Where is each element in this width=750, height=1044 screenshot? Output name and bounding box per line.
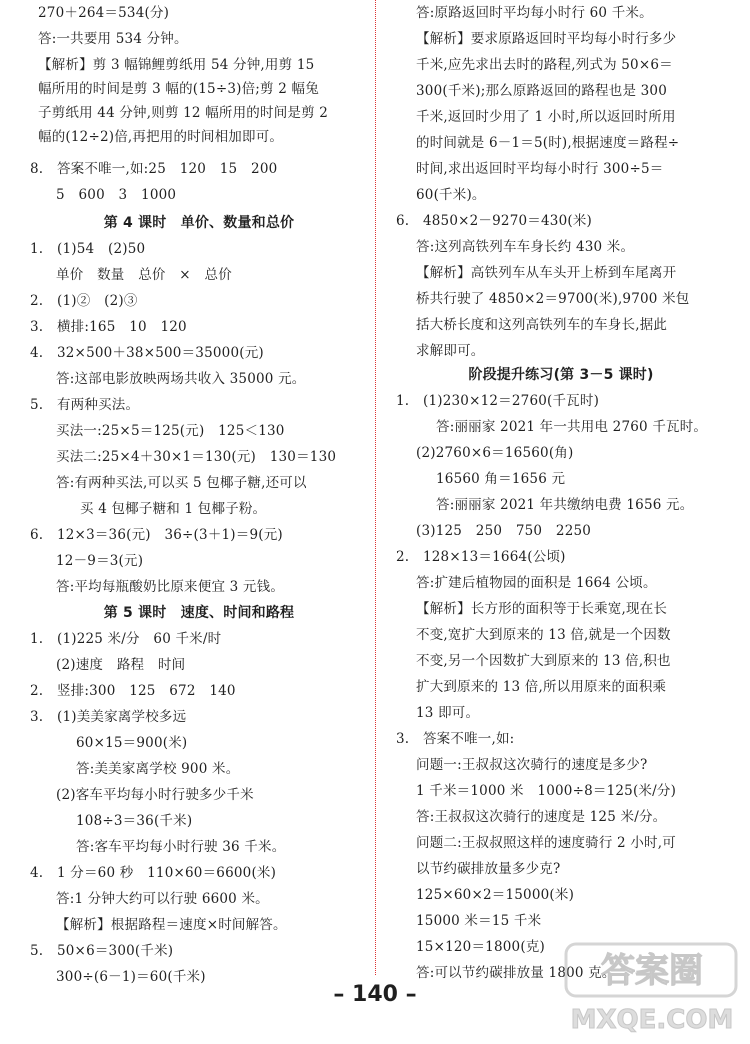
left-text-line: 单价 数量 总价 × 总价 [56,267,232,283]
right-text-line: 300(千米);那么原路返回的路程也是 300 [416,83,668,99]
left-text-line: 买法一:25×5＝125(元) 125＜130 [56,423,285,439]
right-text-line: 答:这列高铁列车车身长约 430 米。 [416,239,635,255]
left-text-line: 1. (1)54 (2)50 [30,241,146,257]
left-text-line: 子剪纸用 44 分钟,则剪 12 幅所用的时间是剪 2 [38,105,329,121]
left-text-line: 6. 12×3＝36(元) 36÷(3＋1)＝9(元) [30,527,283,543]
left-text-line: 答:有两种买法,可以买 5 包椰子糖,还可以 [56,475,307,491]
watermark-icon [560,940,750,1040]
right-text-line: 3. 答案不唯一,如: [396,731,515,747]
right-text-line: 16560 角＝1656 元 [436,471,566,487]
right-text-line: 以节约碳排放量多少克? [416,861,561,877]
right-text-line: 求解即可。 [416,343,485,359]
left-text-line: 8. 答案不唯一,如:25 120 15 200 [30,161,278,177]
left-text-line: 5. 有两种买法。 [30,397,140,413]
right-text-line: 【解析】要求原路返回时平均每小时行多少 [416,31,677,47]
right-text-line: 15000 米＝15 千米 [416,913,542,929]
right-text-line: 【解析】高铁列车从车头开上桥到车尾离开 [416,265,677,281]
left-section-heading: 第 5 课时 速度、时间和路程 [103,605,295,621]
left-text-line: 答:1 分钟大约可以行驶 6600 米。 [56,891,269,907]
right-text-line: 答:原路返回时平均每小时行 60 千米。 [416,5,653,21]
right-text-line: 【解析】长方形的面积等于长乘宽,现在长 [416,601,668,617]
right-text-line: 答:扩建后植物园的面积是 1664 公顷。 [416,575,657,591]
left-text-line: 5 600 3 1000 [56,187,177,203]
left-text-line: 60×15＝900(米) [76,735,188,751]
right-text-line: (2)2760×6＝16560(角) [416,445,574,461]
left-text-line: 【解析】根据路程＝速度×时间解答。 [56,917,287,933]
left-section-heading: 第 4 课时 单价、数量和总价 [103,215,295,231]
right-text-line: 6. 4850×2－9270＝430(米) [396,213,592,229]
left-text-line: 2. 竖排:300 125 672 140 [30,683,236,699]
right-text-line: 不变,另一个因数扩大到原来的 13 倍,积也 [416,653,671,669]
left-text-line: 答:客车平均每小时行驶 36 千米。 [76,839,286,855]
right-text-line: 15×120＝1800(克) [416,939,545,955]
right-text-line: 答:丽丽家 2021 年共缴纳电费 1656 元。 [436,497,694,513]
left-text-line: 3. (1)美美家离学校多远 [30,709,187,725]
left-text-line: 幅所用的时间是剪 3 幅的(15÷3)倍;剪 2 幅兔 [38,81,319,97]
right-text-line: 1 千米＝1000 米 1000÷8＝125(米/分) [416,783,677,799]
left-text-line: 买 4 包椰子糖和 1 包椰子粉。 [80,501,267,517]
left-text-line: 【解析】剪 3 幅锦鲤剪纸用 54 分钟,用剪 15 [38,57,315,73]
watermark-top-text: 答案圈 [601,951,703,991]
right-text-line: 125×60×2＝15000(米) [416,887,575,903]
left-text-line: 12－9＝3(元) [56,553,144,569]
left-text-line: 270＋264＝534(分) [38,5,170,21]
right-text-line: 2. 128×13＝1664(公顷) [396,549,566,565]
left-text-line: 2. (1)② (2)③ [30,293,138,309]
left-text-line: (2)客车平均每小时行驶多少千米 [56,787,254,803]
right-text-line: 时间,求出返回时平均每小时行 300÷5＝ [416,161,664,177]
left-text-line: 幅的(12÷2)倍,再把用的时间相加即可。 [38,129,284,145]
right-text-line: 答:王叔叔这次骑行的速度是 125 米/分。 [416,809,667,825]
right-section-heading: 阶段提升练习(第 3－5 课时) [468,367,654,383]
right-text-line: 1. (1)230×12＝2760(千瓦时) [396,393,600,409]
left-text-line: 答:美美家离学校 900 米。 [76,761,240,777]
left-text-line: 4. 32×500＋38×500＝35000(元) [30,345,264,361]
right-text-line: 千米,应先求出去时的路程,列式为 50×6＝ [416,57,673,73]
left-text-line: 答:平均每瓶酸奶比原来便宜 3 元钱。 [56,579,285,595]
left-text-line: 买法二:25×4＋30×1＝130(元) 130＝130 [56,449,337,465]
right-text-line: 括大桥长度和这列高铁列车的车身长,据此 [416,317,668,333]
right-text-line: 扩大到原来的 13 倍,所以用原来的面积乘 [416,679,667,695]
right-text-line: (3)125 250 750 2250 [416,523,592,539]
left-text-line: 108÷3＝36(千米) [76,813,193,829]
right-text-line: 不变,宽扩大到原来的 13 倍,就是一个因数 [416,627,671,643]
right-text-line: 的时间就是 6－1＝5(时),根据速度＝路程÷ [416,135,680,151]
right-text-line: 答:可以节约碳排放量 1800 克。 [416,965,616,981]
left-text-line: 4. 1 分＝60 秒 110×60＝6600(米) [30,865,277,881]
right-text-line: 13 即可。 [416,705,480,721]
left-text-line: 300÷(6－1)＝60(千米) [56,969,206,985]
column-divider [375,0,376,975]
left-text-line: 5. 50×6＝300(千米) [30,943,174,959]
right-text-line: 问题二:王叔叔照这样的速度骑行 2 小时,可 [416,835,676,851]
left-text-line: 答:一共要用 534 分钟。 [38,31,188,47]
left-text-line: 1. (1)225 米/分 60 千米/时 [30,631,222,647]
left-text-line: 答:这部电影放映两场共收入 35000 元。 [56,371,306,387]
right-text-line: 60(千米)。 [416,187,486,203]
page-number: – 140 – [333,982,417,1007]
right-text-line: 桥共行驶了 4850×2＝9700(米),9700 米包 [416,291,690,307]
right-text-line: 答:丽丽家 2021 年一共用电 2760 千瓦时。 [436,419,708,435]
left-text-line: 3. 横排:165 10 120 [30,319,187,335]
right-text-line: 问题一:王叔叔这次骑行的速度是多少? [416,757,648,773]
site-watermark-logo [560,940,750,1040]
right-text-line: 千米,返回时少用了 1 小时,所以返回时所用 [416,109,676,125]
left-text-line: (2)速度 路程 时间 [56,657,186,673]
watermark-bottom-text: MXQE.COM [570,1005,734,1035]
